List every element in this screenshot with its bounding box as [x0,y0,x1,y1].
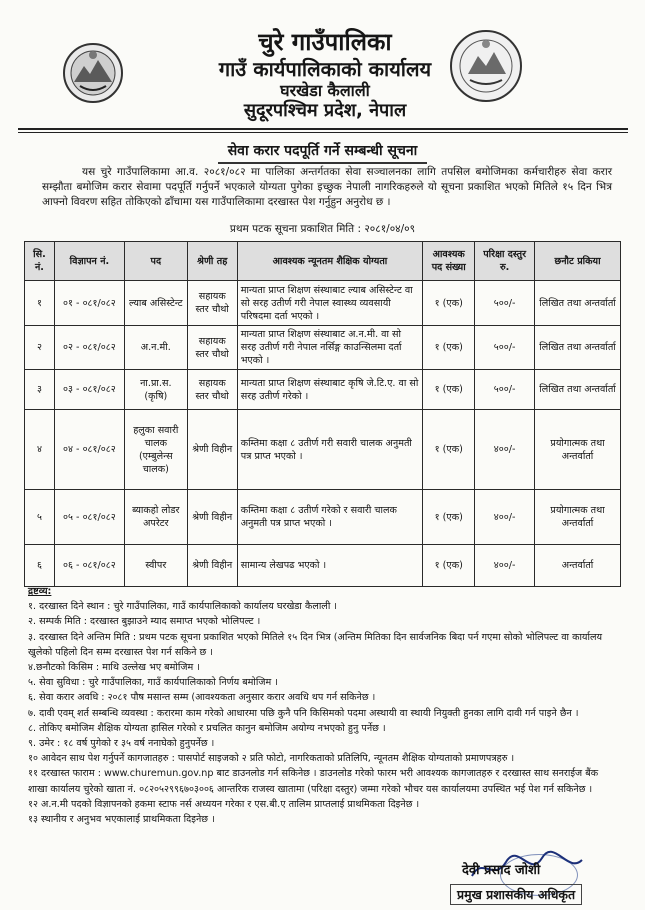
cell-qualification: कम्तिमा कक्षा ८ उतीर्ण गरी सवारी चालक अनुमती पत्र प्राप्त भएको । [237,410,423,490]
cell-sn: १ [25,281,55,326]
col-header-grade: श्रेणी तह [187,242,237,281]
office-address: घरखेडा कैलाली [280,81,370,100]
header-rule [18,128,628,130]
cell-qualification: मान्यता प्राप्त शिक्षण संस्थाबाट ल्याब असिस्टेन्ट वा सो सरह उतीर्ण गरी नेपाल स्वास्थ्य व्यवसायी परिषदमा दर्ता भएको । [237,281,423,326]
cell-adv: ०१ - ०८१/०८२ [54,281,124,326]
municipality-logo-icon [448,28,524,104]
cell-grade: सहायक स्तर चौथो [187,326,237,370]
notice-title: सेवा करार पदपूर्ति गर्ने सम्बन्धी सूचना [0,140,645,164]
col-header-qualification: आवश्यक न्यूनतम शैक्षिक योग्यता [237,242,423,281]
cell-count: १ (एक) [423,545,475,587]
cell-fee: ५००/- [475,281,535,326]
col-header-count: आवश्यक पद संख्या [423,242,475,281]
note-item: १० आवेदन साथ पेश गर्नुपर्ने कागजातहरु : पासपोर्ट साइजको २ प्रति फोटो, नागरिकताको प्रतिलिपि, न्यूनतम शैक्षिक योग्यताको प्रमाणपत्रहरु । [28,753,515,765]
signatory-name: देवी प्रसाद जोशी [462,863,541,878]
cell-count: १ (एक) [423,370,475,410]
cell-process: लिखित तथा अन्तर्वार्ता [535,370,621,410]
cell-grade: श्रेणी विहीन [187,545,237,587]
col-header-adv: विज्ञापन नं. [54,242,124,281]
publication-date: प्रथम पटक सूचना प्रकाशित मिति : २०८१/०४/०९ [229,223,416,235]
cell-process: प्रयोगात्मक तथा अन्तर्वार्ता [535,490,621,545]
note-item: ९. उमेर : १८ वर्ष पुगेको र ३५ वर्ष ननाघेको हुनुपर्नेछ । [28,738,215,750]
table-row [25,410,621,490]
cell-qualification: कम्तिमा कक्षा ८ उतीर्ण गरेको र सवारी चालक अनुमती पत्र प्राप्त भएको । [237,490,423,545]
cell-grade: श्रेणी विहीन [187,490,237,545]
table-row [25,545,621,587]
municipality-name: चुरे गाउँपालिका [258,28,392,56]
cell-adv: ०३ - ०८१/०८२ [54,370,124,410]
cell-count: १ (एक) [423,326,475,370]
col-header-fee: परिक्षा दस्तुर रु. [475,242,535,281]
table-row [25,490,621,545]
cell-post: ब्याकहो लोडर अपरेटर [124,490,187,545]
cell-adv: ०५ - ०८१/०८२ [54,490,124,545]
cell-qualification: मान्यता प्राप्त शिक्षण संस्थाबाट कृषि जे.टि.ए. वा सो सरह उतीर्ण गरेको । [237,370,423,410]
cell-post: हलुका सवारी चालक (एम्बुलेन्स चालक) [124,410,187,490]
office-name: गाउँ कार्यपालिकाको कार्यालय [218,57,432,81]
letterhead [0,0,645,130]
cell-qualification: सामान्य लेखपढ भएको । [237,545,423,587]
cell-count: १ (एक) [423,410,475,490]
note-item: १२ अ.न.मी पदको विज्ञापनको हकमा स्टाफ नर्स अध्ययन गरेका र एस.बी.ए तालिम प्राप्तलाई प्राथमिकता दिइनेछ । [28,798,420,810]
cell-process: प्रयोगात्मक तथा अन्तर्वार्ता [535,410,621,490]
nepal-emblem-icon [62,42,124,104]
cell-fee: ४००/- [475,410,535,490]
cell-post: स्वीपर [124,545,187,587]
cell-process: अन्तर्वार्ता [535,545,621,587]
cell-count: १ (एक) [423,281,475,326]
note-item: ६. सेवा करार अवधि : २०८१ पौष मसान्त सम्म (आवश्यकता अनुसार करार अवधि थप गर्न सकिनेछ । [28,692,376,704]
col-header-post: पद [124,242,187,281]
note-item: २. सम्पर्क मिति : दरखास्त बुझाउने म्याद समाप्त भएको भोलिपल्ट । [28,616,261,628]
cell-grade: सहायक स्तर चौथो [187,370,237,410]
province-name: सुदूरपश्चिम प्रदेश, नेपाल [243,100,407,121]
office-header [180,28,470,122]
cell-adv: ०६ - ०८१/०८२ [54,545,124,587]
notice-intro: यस चुरे गाउँपालिकामा आ.व. २०८१/०८२ मा पालिका अन्तर्गतका सेवा सञ्चालनका लागि तपसिल बमोजिमका कर्मचारीहरु सेवा करार सम्झौता बमोजिम करार सेवामा पदपूर्ति गर्नुपर्ने भएकाले योग्यता पुगेका इच्छुक नेपाली नागरिकहरुले यो सूचना प्रकाशित भएको मितिले १५ दिन भित्र आफ्नो विवरण सहित तोकिएको ढाँचामा यस गाउँपालिकामा दरखास्त पेश गर्नुहुन अनुरोध छ । [42,166,612,208]
header-rule-thin [18,132,628,133]
note-item: ३. दरखास्त दिने अन्तिम मिति : प्रथम पटक सूचना प्रकाशित भएको मितिले १५ दिन भित्र (अन्तिम मितिका दिन सार्वजनिक बिदा पर्न गएमा सोको भोलिपल्ट वा कार्यालय खुलेको पहिलो दिन सम्म दरखास्त पेश गर्न सकिने छ । [28,631,603,658]
notes-title: द्रष्टव्य: [28,586,52,597]
table-row [25,370,621,410]
col-header-process: छनौट प्रकिया [535,242,621,281]
note-item: ५. सेवा सुविधा : चुरे गाउँपालिका, गाउँ कार्यपालिकाको निर्णय बमोजिम । [28,677,278,689]
cell-process: लिखित तथा अन्तर्वार्ता [535,281,621,326]
signatory-designation: प्रमुख प्रशासकीय अधिकृत [450,884,582,905]
note-item: १३ स्थानीय र अनुभव भएकालाई प्राथमिकता दिइनेछ । [28,814,215,826]
cell-adv: ०२ - ०८१/०८२ [54,326,124,370]
cell-sn: ६ [25,545,55,587]
cell-sn: ५ [25,490,55,545]
note-item: ८. तोकिए बमोजिम शैक्षिक योग्यता हासिल गरेको र प्रचलित कानुन बमोजिम अयोग्य नभएको हुनु पर्नेछ । [28,722,386,734]
table-row [25,326,621,370]
cell-count: १ (एक) [423,490,475,545]
note-item: ७. दावी एवम् शर्त सम्बन्धि व्यवस्था : करारमा काम गरेको आधारमा पछि कुनै पनि किसिमको पदमा अस्थायी वा स्थायी नियुक्ती हुनका लागि दावी गर्न पाइने छैन । [28,707,579,719]
note-item: ११ दरखास्त फाराम : www.churemun.gov.np बाट डाउनलोड गर्न सकिनेछ । डाउनलोड गरेको फारम भरी आवश्यक कागजातहरु र दरखास्त साथ सनराईज बैंक शाखा कार्यालय चुरेको खाता नं. ०८२०५२९९६७०३००६ आन्तरिक राजस्व खातामा (परिक्षा दस्तुर) जम्मा गरेको भौचर यस कार्यालयमा उपस्थित भई पेश गर्न सकिनेछ । [28,768,599,795]
cell-post: ना.प्रा.स. (कृषि) [124,370,187,410]
table-row [25,281,621,326]
cell-grade: श्रेणी विहीन [187,410,237,490]
cell-post: अ.न.मी. [124,326,187,370]
note-item: १. दरखास्त दिने स्थान : चुरे गाउँपालिका, गाउँ कार्यपालिकाको कार्यालय घरखेडा कैलाली । [28,601,337,613]
cell-adv: ०४ - ०८१/०८२ [54,410,124,490]
col-header-sn: सि. नं. [25,242,55,281]
cell-sn: ४ [25,410,55,490]
table-header-row [25,242,621,281]
cell-qualification: मान्यता प्राप्त शिक्षण संस्थाबाट अ.न.मी. वा सो सरह उतीर्ण गरी नेपाल नर्सिङ्ग काउन्सिलमा दर्ता भएको । [237,326,423,370]
cell-grade: सहायक स्तर चौथो [187,281,237,326]
cell-fee: ५००/- [475,370,535,410]
cell-post: ल्याब असिस्टेन्ट [124,281,187,326]
cell-sn: ३ [25,370,55,410]
vacancy-table [24,241,621,587]
signature-block [442,848,622,908]
cell-fee: ४००/- [475,490,535,545]
cell-sn: २ [25,326,55,370]
cell-fee: ५००/- [475,326,535,370]
cell-process: लिखित तथा अन्तर्वार्ता [535,326,621,370]
note-item: ४.छनौटको किसिम : माथि उल्लेख भए बमोजिम । [28,662,200,674]
notes-section [28,584,620,827]
cell-fee: ४००/- [475,545,535,587]
